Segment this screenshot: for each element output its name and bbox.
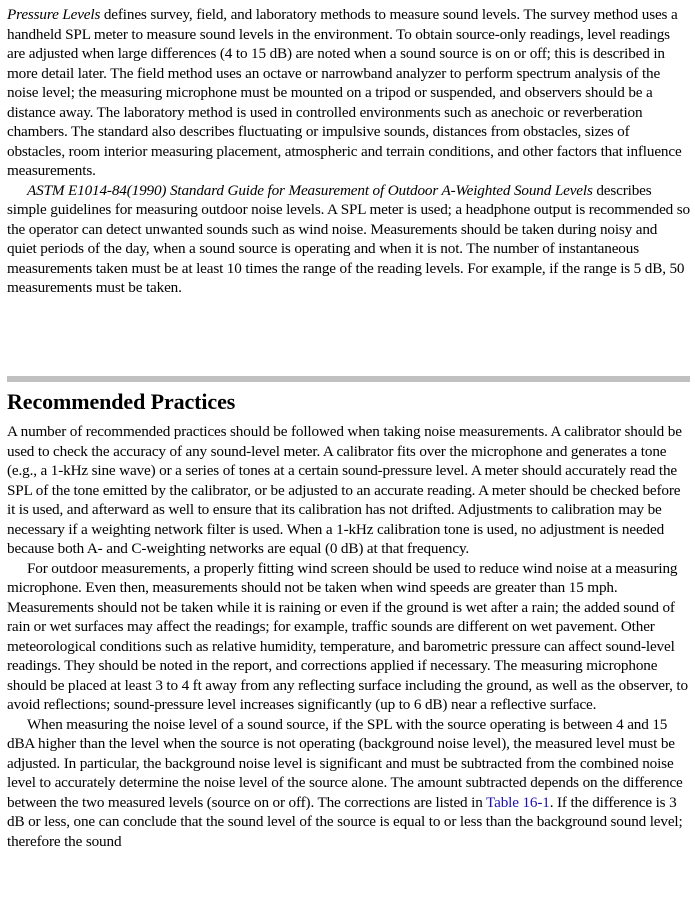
- table-16-1-link[interactable]: Table 16-1: [486, 793, 550, 811]
- paragraph-body: When measuring the noise level of a sound source, if the SPL with the source operating is between 4 and 15 dBA higher than the level when the source is not operating (background noise level), the measured level must be adjusted. In particular, the background noise level is significant and must be subtracted from the combined noise level to accurately determine the noise level of the source alone. The amount subtracted depends on the difference between the two measured levels (source on or off). The corrections are listed in: [7, 715, 683, 811]
- paragraph-outdoor-measurements: For outdoor measurements, a properly fitting wind screen should be used to reduce wind noise at a measuring microphone. Even then, measurements should not be taken when wind speeds are greater than 15 mph. Measurements should not be taken while it is raining or even if the ground is wet after a rain; the added sound of rain or wet surfaces may affect the readings; for example, traffic sounds are different on wet pavement. Other meteorological conditions such as relative humidity, temperature, and barometric pressure can affect sound-level readings. They should be noted in the report, and corrections applied if necessary. The measuring microphone should be placed at least 3 to 4 ft away from any reflecting surface including the ground, as well as the observer, to avoid reflections; sound-pressure level increases significantly (up to 6 dB) near a reflective surface.: [7, 559, 688, 713]
- standard-title-astm-e1014: ASTM E1014-84(1990) Standard Guide for Measurement of Outdoor A-Weighted Sound Levels: [27, 181, 593, 199]
- section-divider: [7, 376, 690, 382]
- intro-text: [7, 5, 690, 298]
- paragraph-body: . If the difference is 3 dB or less, one can conclude that the sound level of the source is equal to or less than the background sound level; therefore the sound: [7, 793, 683, 850]
- paragraph-background-noise: [7, 715, 690, 852]
- standard-title-pressure-levels: Pressure Levels: [7, 6, 101, 23]
- paragraph-astm-e1014: [7, 181, 690, 298]
- paragraph-body: describes simple guidelines for measuring outdoor noise levels. A SPL meter is used; a headphone output is recommended so the operator can detect unwanted sounds such as wind noise. Measurements should be taken during noisy and quiet periods of the day, when a sound source is operating and when it is not. The number of instantaneous measurements taken must be at least 10 times the range of the reading levels. For example, if the range is 5 dB, 50 measurements must be taken.: [7, 181, 690, 296]
- paragraph-calibration: A number of recommended practices should be followed when taking noise measurements. A calibrator should be used to check the accuracy of any sound-level meter. A calibrator fits over the microphone and generates a tone (e.g., a 1-kHz sine wave) or a series of tones at a certain sound-pressure level. A meter should accurately read the SPL of the tone emitted by the calibrator, or be adjusted to an accurate reading. A meter should be checked before it is used, and afterward as well to ensure that its calibration has not drifted. Adjustments to calibration may be necessary if a weighting network filter is used. When a 1-kHz calibration tone is used, no adjustment is needed because both A- and C-weighting networks are equal (0 dB) at that frequency.: [7, 423, 682, 557]
- paragraph-body: defines survey, field, and laboratory methods to measure sound levels. The survey method uses a handheld SPL meter to measure sound levels in the environment. To obtain source-only readings, level readings are adjusted when large differences (4 to 15 dB) are noted when a sound source is on or off; this is described in more detail later. The field method uses an octave or narrowband analyzer to perform spectrum analysis of the noise level; the measuring microphone must be mounted on a tripod or suspended, and observers should be a distance away. The laboratory method is used in controlled environments such as anechoic or reverberation chambers. The standard also describes fluctuating or impulsive sounds, distances from obstacles, sizes of obstacles, room interior measuring placement, atmospheric and terrain conditions, and other factors that influence measurements.: [7, 6, 682, 179]
- section-heading: Recommended Practices: [7, 389, 236, 414]
- recommended-practices-section: [7, 388, 690, 851]
- paragraph-pressure-levels: [7, 5, 690, 181]
